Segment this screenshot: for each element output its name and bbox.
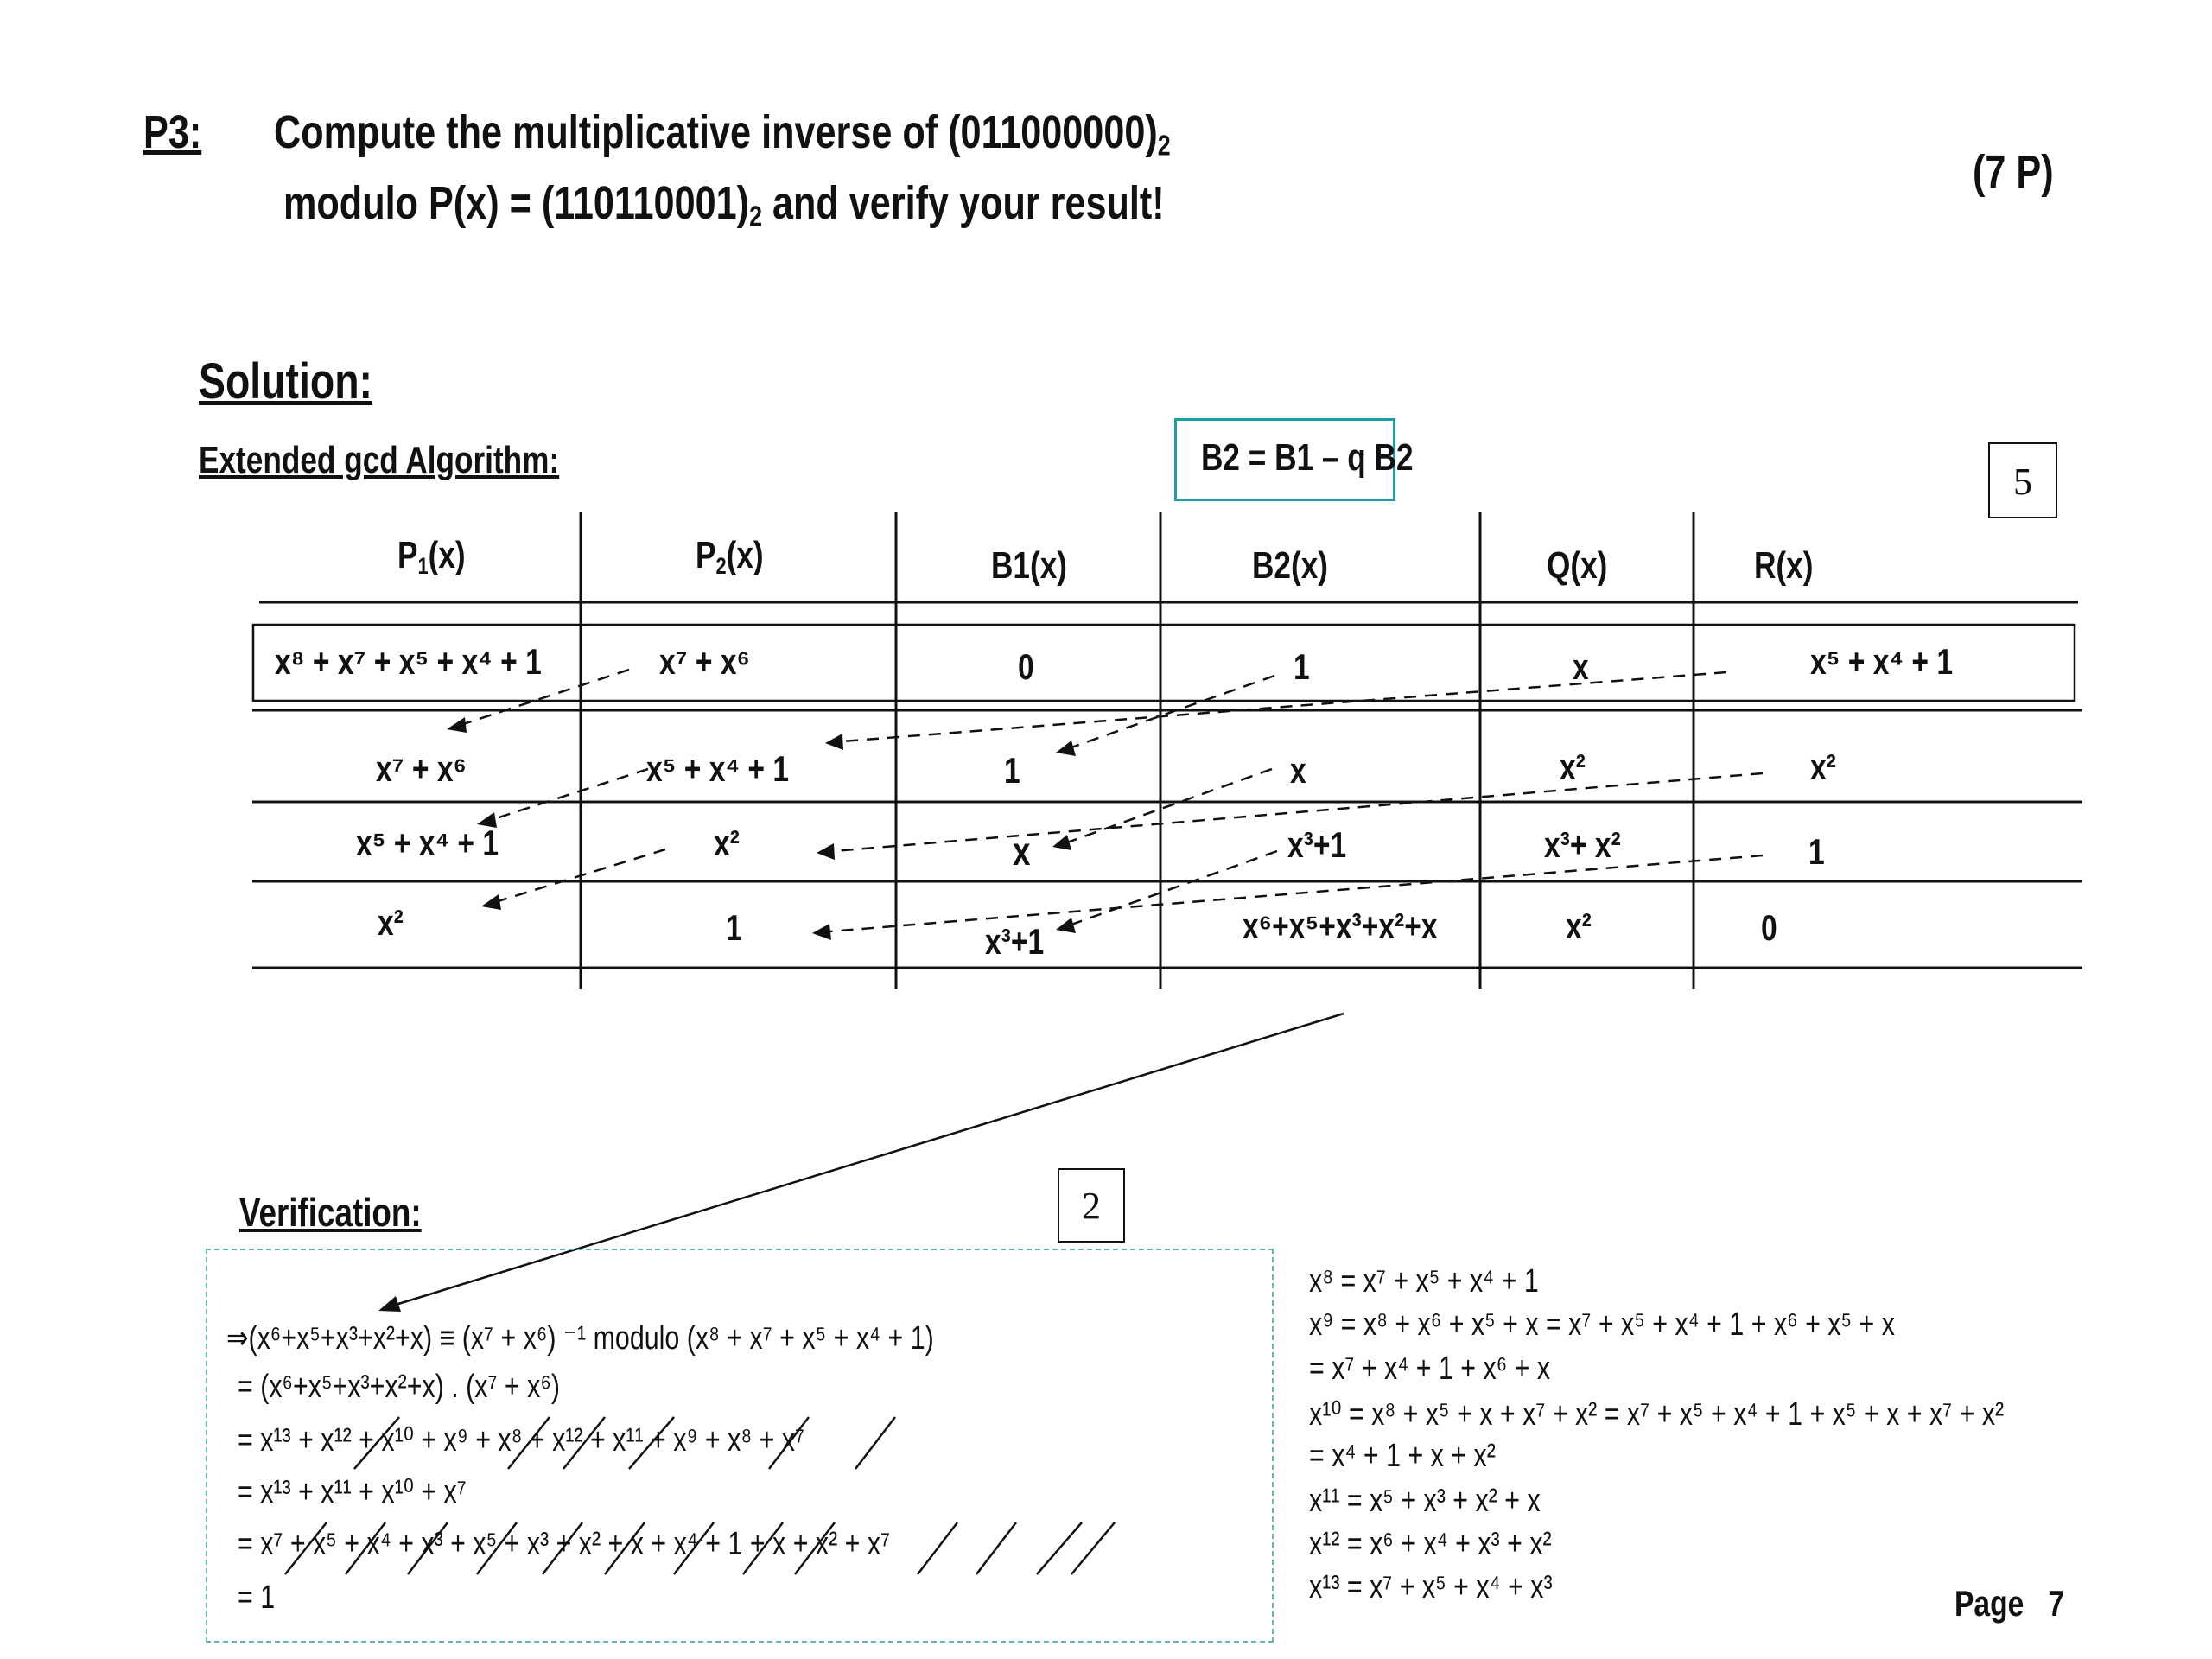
verification-line-1: ⇒(x⁶+x⁵+x³+x²+x) ≡ (x⁷ + x⁶) ⁻¹ modulo (x⁸ + x⁷ + x⁵ + x⁴ + 1) bbox=[226, 1320, 934, 1357]
verification-line-4: = x¹³ + x¹¹ + x¹⁰ + x⁷ bbox=[238, 1474, 467, 1510]
problem-line-2-tail: and verify your result! bbox=[761, 177, 1165, 229]
problem-line-2-subscript: 2 bbox=[749, 200, 762, 233]
cell-r1-b1: 0 bbox=[1018, 646, 1034, 687]
reduction-x9-result: = x⁷ + x⁴ + 1 + x⁶ + x bbox=[1309, 1351, 1551, 1387]
cell-r3-p1: x⁵ + x⁴ + 1 bbox=[356, 823, 499, 863]
cell-r2-p2: x⁵ + x⁴ + 1 bbox=[646, 748, 790, 789]
column-header-r: R(x) bbox=[1754, 544, 1814, 587]
reduction-x11: x¹¹ = x⁵ + x³ + x² + x bbox=[1309, 1483, 1541, 1519]
points-label: (7 P) bbox=[1973, 146, 2054, 198]
verification-title: Verification: bbox=[239, 1190, 422, 1235]
column-header-p1: $P_1(x)$ bbox=[397, 534, 466, 579]
cell-r1-b2: 1 bbox=[1294, 646, 1310, 687]
reduction-x9: x⁹ = x⁸ + x⁶ + x⁵ + x = x⁷ + x⁵ + x⁴ + 1 + x⁶ + x⁵ + x bbox=[1309, 1306, 1895, 1343]
gcd-subtitle: Extended gcd Algorithm: bbox=[199, 439, 560, 481]
cell-r4-q: x² bbox=[1566, 906, 1592, 946]
cell-r3-b2: x³+1 bbox=[1287, 824, 1347, 865]
cell-r2-b2: x bbox=[1290, 750, 1306, 791]
problem-line-2-text: modulo P(x) = (110110001) bbox=[283, 177, 750, 229]
cell-r3-p2: x² bbox=[714, 823, 740, 863]
cell-r3-b1: x bbox=[1013, 829, 1031, 874]
cell-r2-r: x² bbox=[1810, 747, 1836, 787]
page-number: 7 bbox=[2048, 1583, 2065, 1624]
verification-line-3: = x¹³ + x¹² + x¹⁰ + x⁹ + x⁸ + x¹² + x¹¹ + x⁹ + x⁸ + x⁷ bbox=[238, 1422, 804, 1459]
reduction-x10: x¹⁰ = x⁸ + x⁵ + x + x⁷ + x² = x⁷ + x⁵ + x⁴ + 1 + x⁵ + x + x⁷ + x² bbox=[1309, 1396, 2005, 1433]
page-label: Page bbox=[1955, 1583, 2024, 1624]
problem-line-1-subscript: 2 bbox=[1157, 130, 1171, 162]
verification-line-2: = (x⁶+x⁵+x³+x²+x) . (x⁷ + x⁶) bbox=[238, 1369, 560, 1405]
solution-title: Solution: bbox=[199, 353, 373, 410]
reduction-x12: x¹² = x⁶ + x⁴ + x³ + x² bbox=[1309, 1526, 1552, 1562]
cell-r3-r: 1 bbox=[1808, 831, 1825, 872]
cell-r4-p1: x² bbox=[378, 902, 404, 943]
cell-r1-q: x bbox=[1573, 646, 1589, 687]
page-footer bbox=[1955, 1583, 2064, 1624]
verification-line-6: = 1 bbox=[238, 1580, 276, 1616]
cell-r2-q: x² bbox=[1560, 747, 1586, 787]
cell-r4-b1: x³+1 bbox=[985, 921, 1045, 962]
cell-r1-p1: x⁸ + x⁷ + x⁵ + x⁴ + 1 bbox=[275, 641, 542, 682]
verification-line-5: = x⁷ + x⁵ + x⁴ + x³ + x⁵ + x³ + x² + x + x⁴ + 1 + x + x² + x⁷ bbox=[238, 1526, 891, 1562]
column-header-p2: $P_2(x)$ bbox=[696, 534, 764, 579]
column-header-q: Q(x) bbox=[1547, 544, 1608, 587]
formula-text: B2 = B1 – q B2 bbox=[1201, 436, 1414, 479]
cell-r2-p1: x⁷ + x⁶ bbox=[376, 748, 467, 789]
cell-r4-r: 0 bbox=[1761, 907, 1777, 948]
cell-r1-r: x⁵ + x⁴ + 1 bbox=[1810, 641, 1954, 682]
reduction-x10-result: = x⁴ + 1 + x + x² bbox=[1309, 1438, 1496, 1474]
cell-r4-b2: x⁶+x⁵+x³+x²+x bbox=[1243, 906, 1438, 946]
cell-r3-q: x³+ x² bbox=[1544, 824, 1621, 865]
cell-r4-p2: 1 bbox=[726, 907, 742, 948]
column-header-b1: B1(x) bbox=[991, 544, 1068, 587]
problem-line-1-text: Compute the multiplicative inverse of (011000000) bbox=[274, 106, 1158, 158]
reduction-x13: x¹³ = x⁷ + x⁵ + x⁴ + x³ bbox=[1309, 1569, 1553, 1605]
score-2-text: 2 bbox=[1082, 1185, 1101, 1227]
cell-r2-b1: 1 bbox=[1004, 750, 1020, 791]
problem-label: P3: bbox=[143, 106, 202, 158]
cell-r1-p2: x⁷ + x⁶ bbox=[659, 641, 750, 682]
reduction-x8: x⁸ = x⁷ + x⁵ + x⁴ + 1 bbox=[1309, 1263, 1539, 1300]
column-header-b2: B2(x) bbox=[1252, 544, 1329, 587]
score-5-text: 5 bbox=[2013, 461, 2032, 503]
